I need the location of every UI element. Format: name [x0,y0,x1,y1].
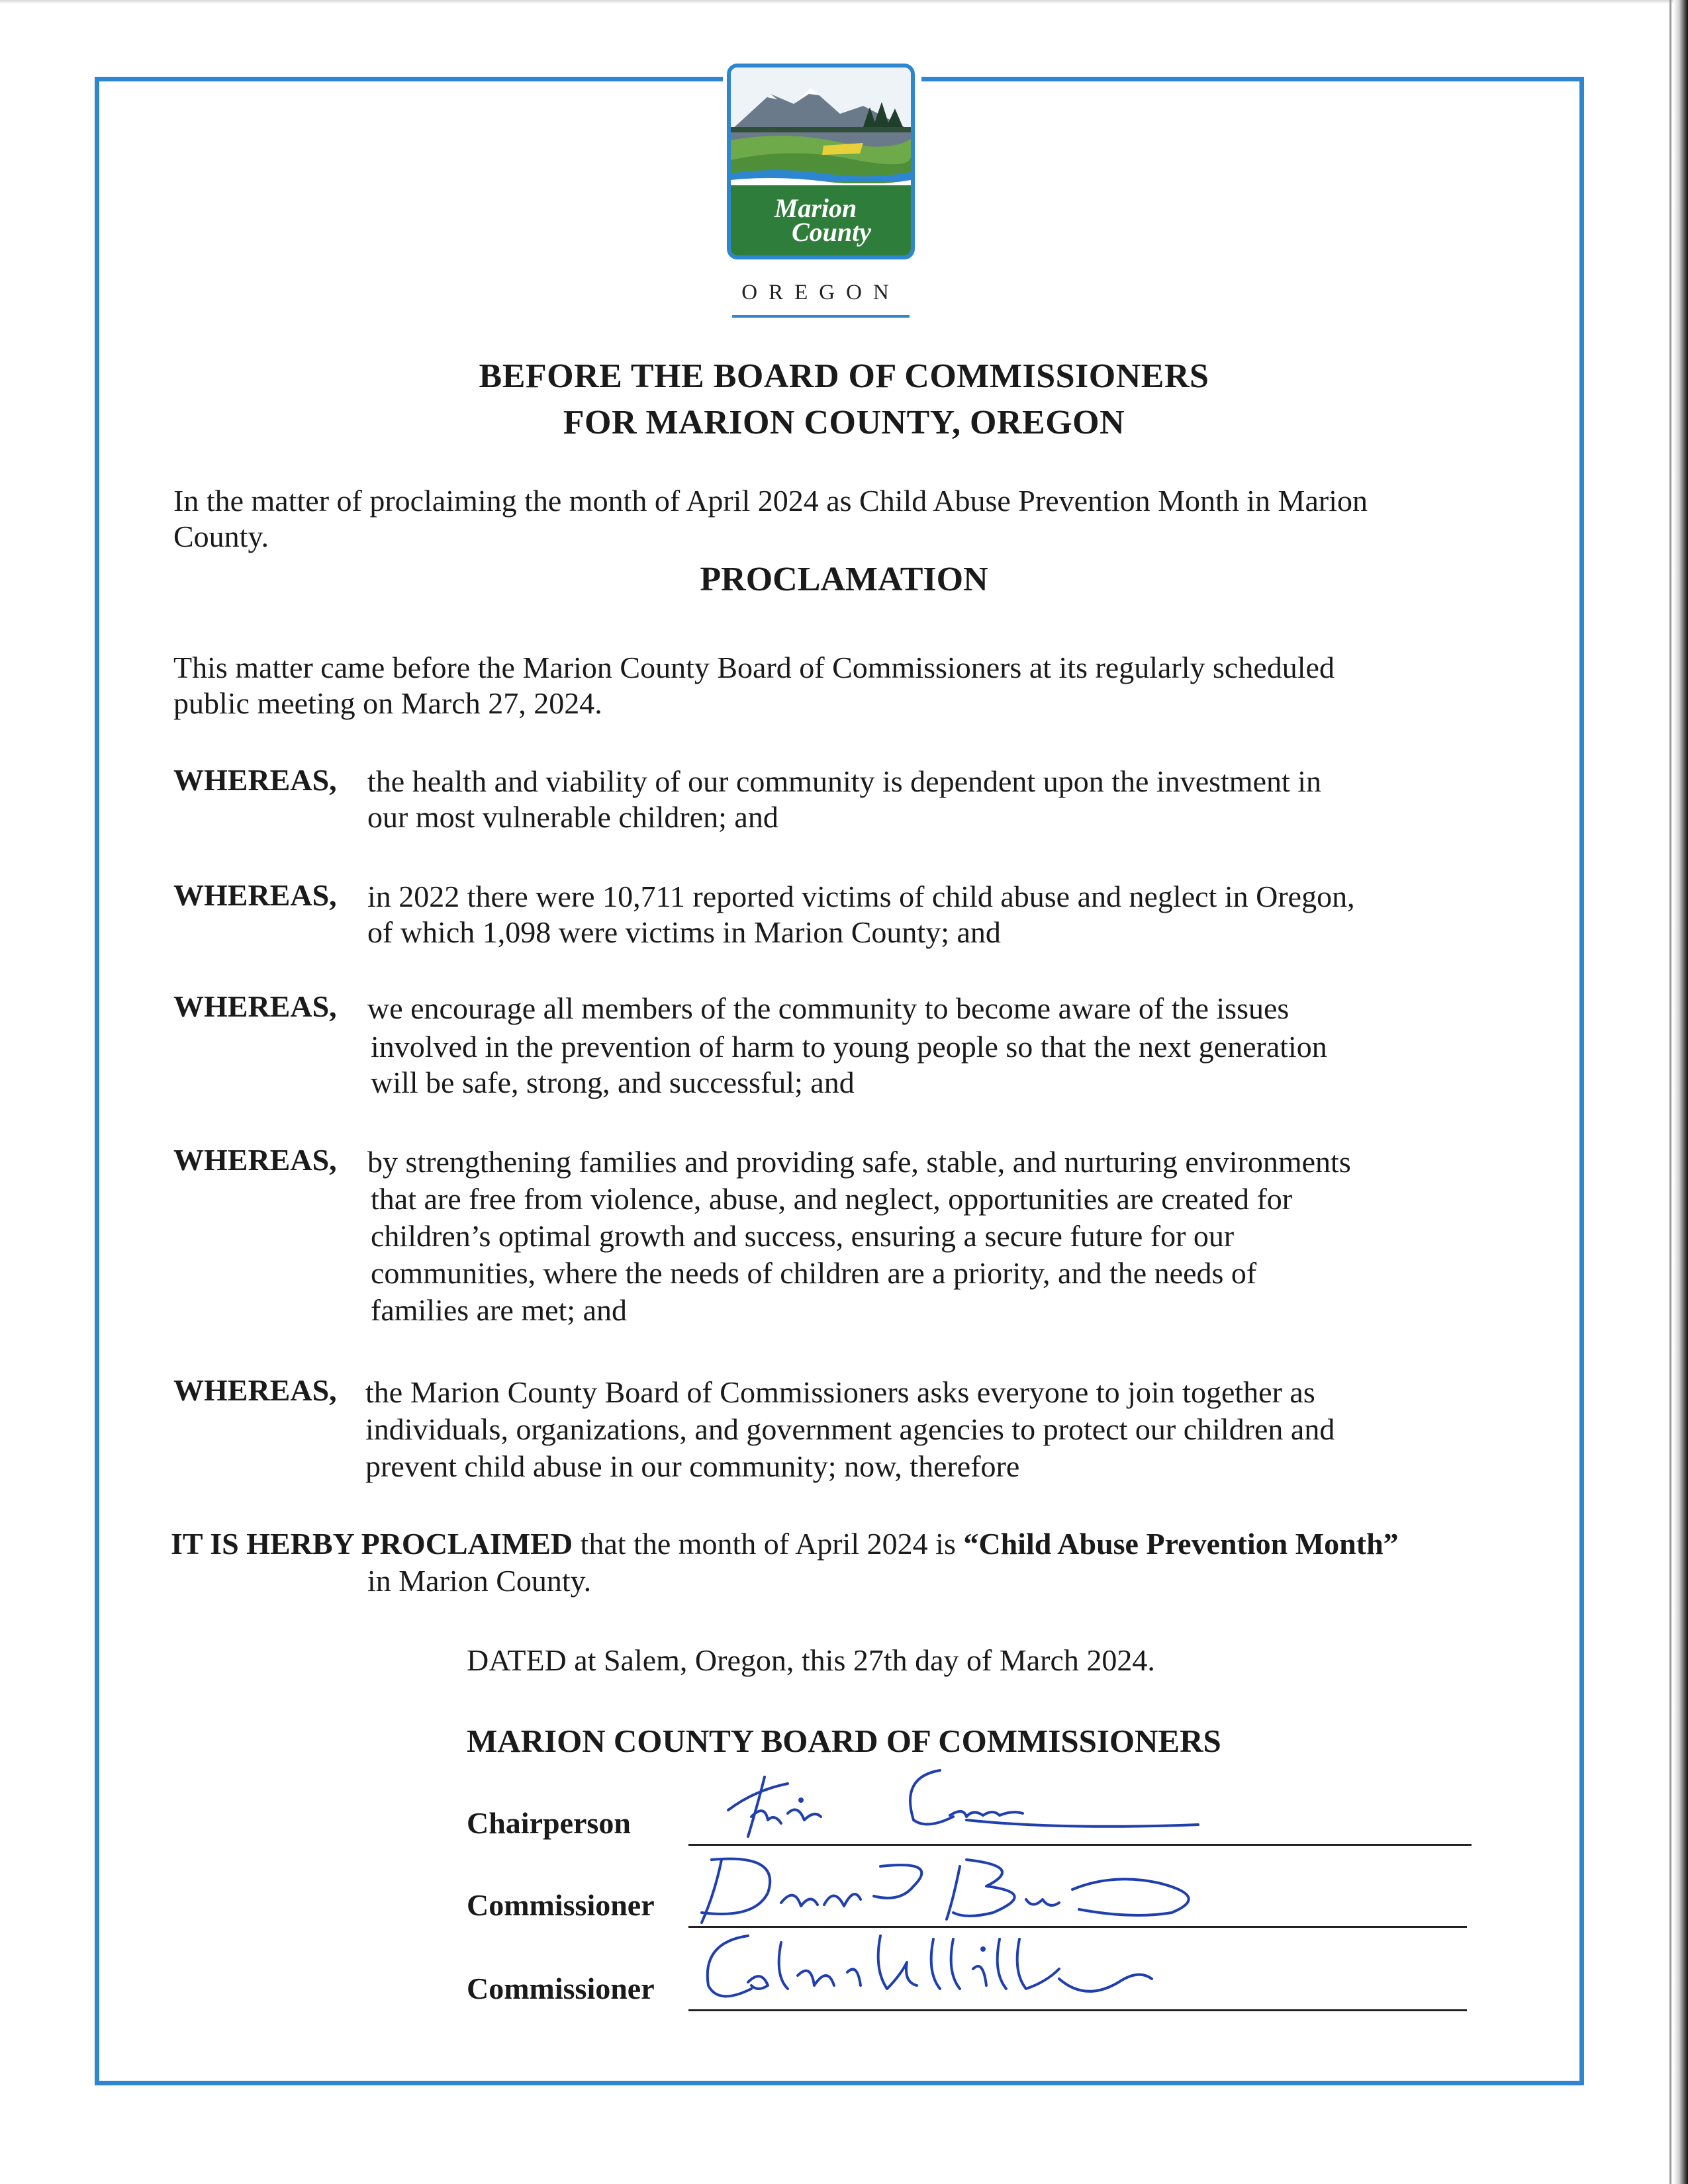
whereas-1-line-1: the health and viability of our community is dependent upon the investment in [367,764,1322,798]
logo-text-county: County [791,217,872,247]
whereas-3-line-1: we encourage all members of the community to become aware of the issues [367,991,1289,1025]
whereas-5-line-2: individuals, organizations, and government agencies to protect our children and [365,1412,1335,1446]
heading-line-2: FOR MARION COUNTY, OREGON [563,404,1125,441]
intro-line-1: This matter came before the Marion County Board of Commissioners at its regularly scheduled [173,651,1335,684]
logo-state-label: OREGON [741,281,900,304]
proclaimed-middle: that the month of April 2024 is [573,1527,964,1561]
whereas-4-line-4: communities, where the needs of children are a priority, and the needs of [371,1256,1257,1290]
whereas-label: WHEREAS, [173,1373,337,1407]
heading-line-1: BEFORE THE BOARD OF COMMISSIONERS [479,357,1209,395]
whereas-3-line-2: involved in the prevention of harm to young people so that the next generation [371,1030,1327,1064]
whereas-2-line-2: of which 1,098 were victims in Marion County; and [367,915,1001,949]
logo-landscape-icon [731,68,911,255]
whereas-label: WHEREAS, [173,763,337,797]
proclamation-title: PROCLAMATION [700,561,988,598]
whereas-label: WHEREAS, [173,878,337,912]
whereas-3-line-3: will be safe, strong, and successful; and [371,1066,855,1099]
whereas-label: WHEREAS, [173,1143,337,1177]
proclaimed-title: “Child Abuse Prevention Month” [963,1527,1399,1561]
matter-line-2: County. [173,520,269,553]
whereas-label: WHEREAS, [173,989,337,1023]
logo-text-marion: Marion [774,193,857,223]
signature-role-commissioner: Commissioner [467,1888,655,1922]
whereas-4-line-3: children’s optimal growth and success, ensuring a secure future for our [371,1219,1235,1253]
whereas-4-line-5: families are met; and [371,1293,628,1327]
signature-role-commissioner: Commissioner [467,1972,655,2005]
proclaimed-lead: IT IS HERBY PROCLAIMED [171,1527,573,1561]
scan-edge-line [1669,0,1671,2184]
board-title: MARION COUNTY BOARD OF COMMISSIONERS [467,1723,1221,1759]
dated-line: DATED at Salem, Oregon, this 27th day of March 2024. [467,1643,1155,1677]
county-logo [723,64,921,335]
whereas-4-line-1: by strengthening families and providing safe, stable, and nurturing environments [367,1145,1351,1179]
scan-edge-right [1673,0,1688,2184]
proclaimed-line-1 [171,1526,1399,1562]
signature-commissioner-1 [682,1846,1244,1933]
logo-emblem [727,64,915,259]
signature-commissioner-2 [688,1923,1192,2015]
proclaimed-line-2: in Marion County. [367,1564,592,1598]
logo-underline [732,315,910,318]
whereas-5-line-1: the Marion County Board of Commissioners asks everyone to join together as [365,1375,1315,1409]
whereas-2-line-1: in 2022 there were 10,711 reported victims of child abuse and neglect in Oregon, [367,880,1355,913]
signature-role-chairperson: Chairperson [467,1806,631,1840]
signature-chairperson [688,1764,1218,1850]
whereas-4-line-2: that are free from violence, abuse, and neglect, opportunities are created for [371,1182,1293,1216]
whereas-5-line-3: prevent child abuse in our community; now, therefore [365,1449,1020,1483]
whereas-1-line-2: our most vulnerable children; and [367,800,778,834]
scan-edge-top [0,0,1688,4]
intro-line-2: public meeting on March 27, 2024. [173,686,602,720]
matter-line-1: In the matter of proclaiming the month of April 2024 as Child Abuse Prevention Month in Marion [173,484,1368,518]
